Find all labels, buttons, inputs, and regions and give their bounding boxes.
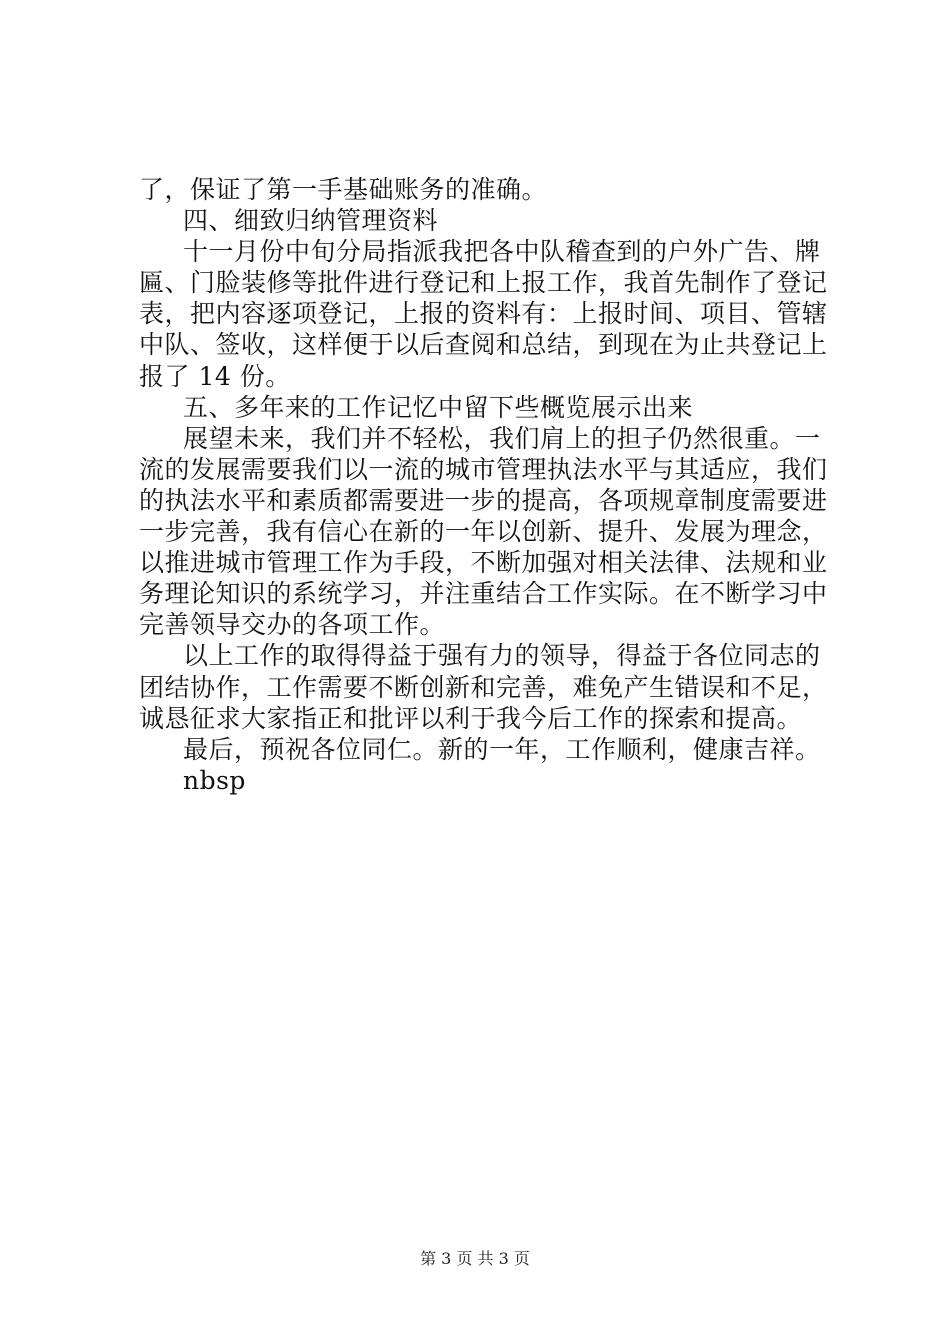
text-line: 的执法水平和素质都需要进一步的提高，各项规章制度需要进 [139, 485, 828, 515]
text-line: 十一月份中旬分局指派我把各中队稽查到的户外广告、牌 [183, 237, 821, 267]
text-line: 表，把内容逐项登记，上报的资料有：上报时间、项目、管辖 [139, 299, 828, 329]
text-line: 团结协作，工作需要不断创新和完善，难免产生错误和不足， [139, 672, 828, 702]
text-line: nbsp [183, 765, 246, 795]
page-number-footer: 第 3 页 共 3 页 [420, 1249, 530, 1268]
text-line: 以推进城市管理工作为手段，不断加强对相关法律、法规和业 [139, 548, 828, 578]
text-line: 报了 14 份。 [139, 361, 291, 391]
text-line: 一步完善，我有信心在新的一年以创新、提升、发展为理念， [139, 517, 828, 547]
text-line: 中队、签收，这样便于以后查阅和总结，到现在为止共登记上 [139, 330, 828, 360]
section-heading: 五、多年来的工作记忆中留下些概览展示出来 [183, 392, 694, 422]
section-heading: 四、细致归纳管理资料 [183, 206, 439, 236]
text-line: 完善领导交办的各项工作。 [139, 610, 446, 640]
text-line: 诚恳征求大家指正和批评以利于我今后工作的探索和提高。 [139, 703, 803, 733]
text-line: 以上工作的取得得益于强有力的领导，得益于各位同志的 [183, 641, 821, 671]
text-line: 流的发展需要我们以一流的城市管理执法水平与其适应，我们 [139, 454, 828, 484]
text-line: 务理论知识的系统学习，并注重结合工作实际。在不断学习中 [139, 579, 828, 609]
text-line: 了，保证了第一手基础账务的准确。 [139, 175, 548, 204]
text-line: 最后，预祝各位同仁。新的一年，工作顺利，健康吉祥。 [183, 734, 821, 764]
text-line: 展望未来，我们并不轻松，我们肩上的担子仍然很重。一 [183, 423, 821, 453]
body-text [139, 174, 839, 796]
text-line: 匾、门脸装修等批件进行登记和上报工作，我首先制作了登记 [139, 268, 828, 298]
